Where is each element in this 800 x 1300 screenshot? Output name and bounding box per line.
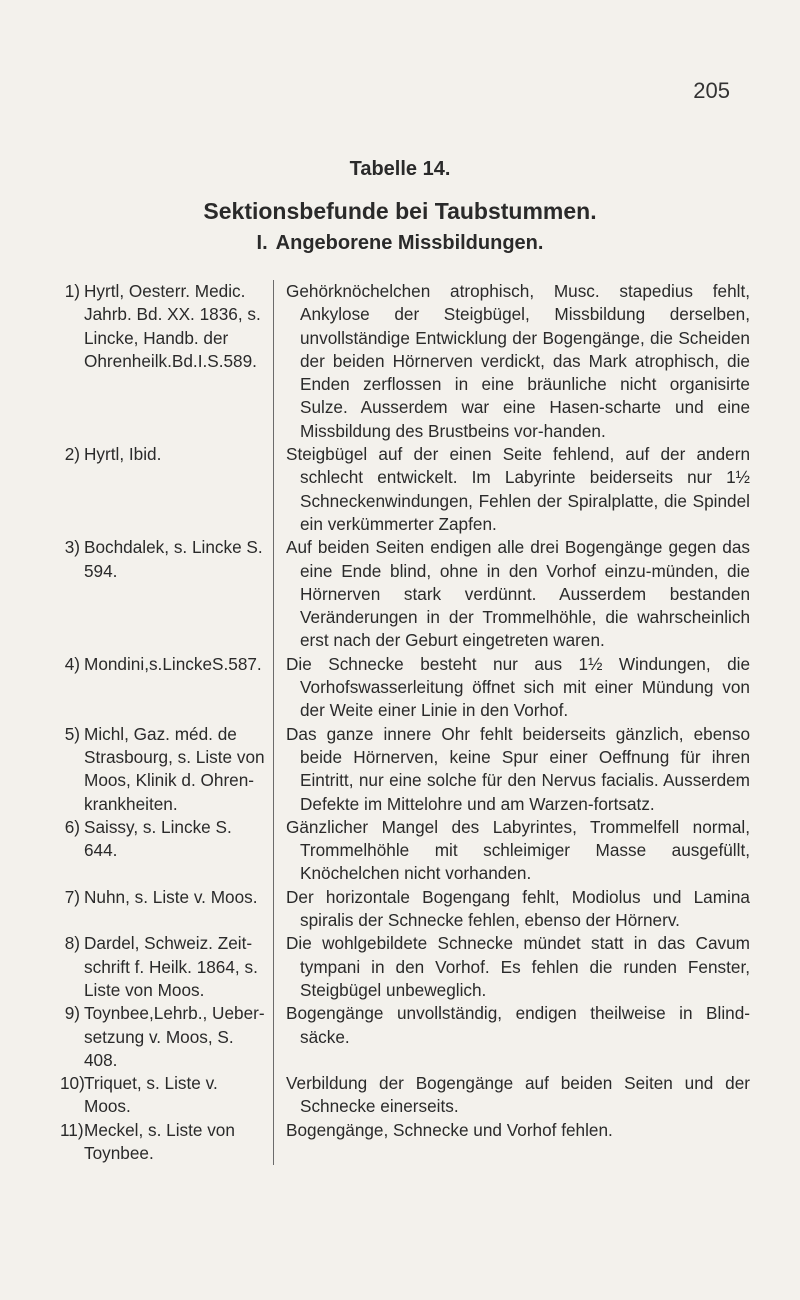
page-number: 205 bbox=[693, 78, 730, 103]
row-number: 7) bbox=[64, 886, 80, 907]
citation-text: Mondini,s.LinckeS.587. bbox=[84, 653, 262, 674]
citation-cell bbox=[60, 1002, 274, 1072]
finding-cell bbox=[274, 932, 750, 1002]
citation-text: Nuhn, s. Liste v. Moos. bbox=[84, 886, 258, 907]
page-heading: Sektionsbefunde bei Taubstummen. bbox=[203, 198, 597, 224]
citation-text: Hyrtl, Ibid. bbox=[84, 444, 162, 465]
citation-cell bbox=[60, 653, 274, 723]
row-number: 11) bbox=[60, 1119, 84, 1140]
section-number: I. bbox=[256, 232, 268, 254]
table-row bbox=[60, 1072, 750, 1119]
finding-cell bbox=[274, 723, 750, 816]
table-row bbox=[60, 932, 750, 1002]
citation-cell bbox=[60, 816, 274, 886]
section-title bbox=[0, 232, 800, 255]
citation-text: Hyrtl, Oesterr. Medic. Jahrb. Bd. XX. 1836, s. Lincke, Handb. der Ohrenheilk.Bd.I.S.589. bbox=[84, 281, 261, 371]
citation-cell bbox=[60, 1072, 274, 1119]
table-row bbox=[60, 280, 750, 443]
row-number: 4) bbox=[64, 653, 80, 674]
citation-cell bbox=[60, 280, 274, 443]
row-number: 3) bbox=[64, 537, 80, 558]
row-number: 6) bbox=[64, 816, 80, 837]
section-label: Angeborene Missbildungen. bbox=[275, 232, 544, 254]
table-row bbox=[60, 816, 750, 886]
row-number: 8) bbox=[64, 933, 80, 954]
table-row bbox=[60, 1002, 750, 1072]
finding-cell bbox=[274, 1119, 750, 1166]
finding-text: Bogengänge unvollständig, endigen theilweise in Blind-säcke. bbox=[286, 1003, 750, 1047]
finding-text: Gänzlicher Mangel des Labyrintes, Trommelfell normal, Trommelhöhle mit schleimiger Masse ausgefüllt, Knöchelchen nicht vorhanden. bbox=[286, 816, 750, 884]
table-row bbox=[60, 886, 750, 933]
findings-table bbox=[60, 280, 750, 1165]
table-row bbox=[60, 723, 750, 816]
citation-cell bbox=[60, 443, 274, 536]
finding-cell bbox=[274, 653, 750, 723]
finding-text: Das ganze innere Ohr fehlt beiderseits gänzlich, ebenso beide Hörnerven, keine Spur einer Oeffnung für ihren Eintritt, nur eine solche für den Nervus facialis. Ausserdem Defekte im Mittelohre und am Warzen-fortsatz. bbox=[286, 723, 750, 814]
citation-cell bbox=[60, 536, 274, 652]
finding-text: Die Schnecke besteht nur aus 1½ Windungen, die Vorhofswasserleitung öffnet sich mit einer Mündung von der Weite einer Linie in den Vorhof. bbox=[286, 653, 750, 721]
citation-cell bbox=[60, 723, 274, 816]
table-row bbox=[60, 653, 750, 723]
citation-cell bbox=[60, 886, 274, 933]
row-number: 10) bbox=[60, 1073, 85, 1094]
citation-text: Dardel, Schweiz. Zeit-schrift f. Heilk. 1864, s. Liste von Moos. bbox=[84, 933, 258, 1000]
finding-cell bbox=[274, 1072, 750, 1119]
citation-cell bbox=[60, 932, 274, 1002]
finding-cell bbox=[274, 443, 750, 536]
row-number: 5) bbox=[64, 723, 80, 744]
table-row bbox=[60, 536, 750, 652]
finding-cell bbox=[274, 536, 750, 652]
citation-text: Saissy, s. Lincke S. 644. bbox=[84, 816, 232, 861]
table-row bbox=[60, 1119, 750, 1166]
finding-text: Bogengänge, Schnecke und Vorhof fehlen. bbox=[286, 1119, 613, 1140]
table-row bbox=[60, 443, 750, 536]
row-number: 9) bbox=[64, 1003, 80, 1024]
finding-text: Auf beiden Seiten endigen alle drei Bogengänge gegen das eine Ende blind, ohne in den Vorhof einzu-münden, die Hörnerven stark verdünnt. Ausserdem bestanden Veränderungen in der Trommelhöhle, die wahrscheinlich erst nach der Geburt eingetreten waren. bbox=[286, 537, 750, 651]
finding-cell bbox=[274, 816, 750, 886]
citation-text: Triquet, s. Liste v. Moos. bbox=[84, 1073, 218, 1117]
finding-text: Gehörknöchelchen atrophisch, Musc. stapedius fehlt, Ankylose der Steigbügel, Missbildung derselben, unvollständige Entwicklung der Bogengänge, die Scheiden der beiden Hörnerven verdickt, das Mark atrophisch, die Enden zerflossen in eine bräunliche nicht organisirte Sulze. Ausserdem war eine Hasen-scharte und eine Missbildung des Brustbeins vor-handen. bbox=[286, 281, 750, 441]
finding-text: Verbildung der Bogengänge auf beiden Seiten und der Schnecke einerseits. bbox=[286, 1073, 750, 1117]
citation-cell bbox=[60, 1119, 274, 1166]
table-title: Tabelle 14. bbox=[349, 158, 451, 180]
citation-text: Bochdalek, s. Lincke S. 594. bbox=[84, 537, 263, 581]
citation-text: Meckel, s. Liste von Toynbee. bbox=[84, 1119, 235, 1163]
citation-text: Toynbee,Lehrb., Ueber-setzung v. Moos, S. 408. bbox=[84, 1003, 265, 1070]
finding-text: Steigbügel auf der einen Seite fehlend, auf der andern schlecht entwickelt. Im Labyrinte beiderseits nur 1½ Schneckenwindungen, Fehlen der Spiralplatte, die Spindel ein verkümmerter Zapfen. bbox=[286, 444, 750, 534]
citation-text: Michl, Gaz. méd. de Strasbourg, s. Liste von Moos, Klinik d. Ohren-krankheiten. bbox=[84, 723, 265, 814]
finding-text: Die wohlgebildete Schnecke mündet statt in das Cavum tympani in den Vorhof. Es fehlen die runden Fenster, Steigbügel unbeweglich. bbox=[286, 933, 750, 1000]
row-number: 2) bbox=[64, 444, 80, 465]
finding-text: Der horizontale Bogengang fehlt, Modiolus und Lamina spiralis der Schnecke fehlen, ebenso der Hörnerv. bbox=[286, 886, 750, 931]
finding-cell bbox=[274, 1002, 750, 1072]
row-number: 1) bbox=[64, 281, 80, 301]
finding-cell bbox=[274, 886, 750, 933]
finding-cell bbox=[274, 280, 750, 443]
